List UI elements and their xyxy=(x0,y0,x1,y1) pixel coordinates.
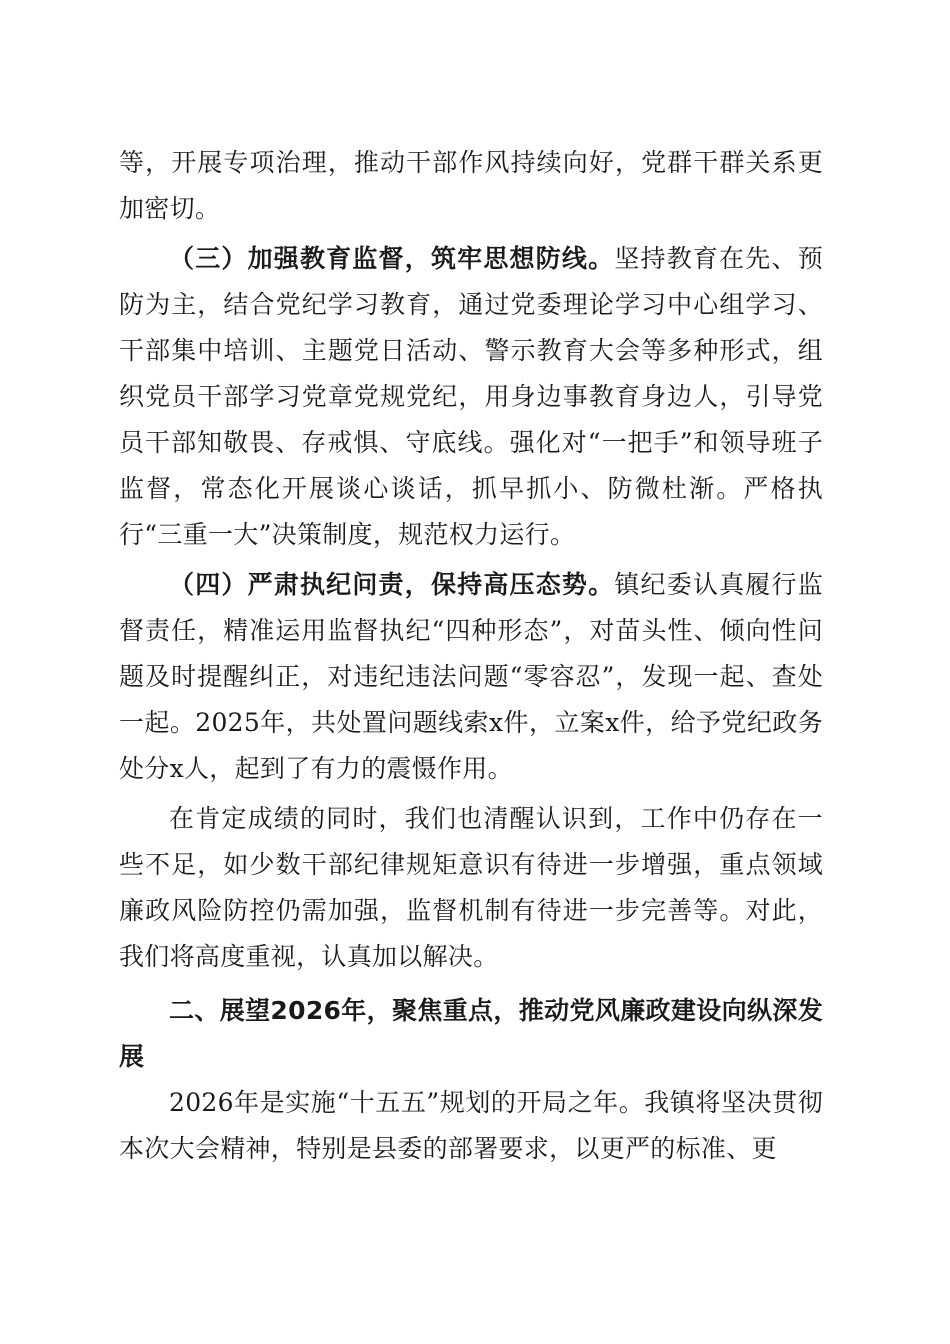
paragraph-lead-heading: （四）严肃执纪问责，保持高压态势。 xyxy=(169,570,615,599)
paragraph-outlook: 2026年是实施“十五五”规划的开局之年。我镇将坚决贯彻本次大会精神，特别是县委的部署要求，以更严的标准、更 xyxy=(119,1088,823,1163)
paragraph-continuation: 等，开展专项治理，推动干部作风持续向好，党群干群关系更加密切。 xyxy=(119,148,823,223)
paragraph-education-supervision xyxy=(119,236,823,558)
document-body xyxy=(119,140,823,1172)
paragraph-body: 坚持教育在先、预防为主，结合党纪学习教育，通过党委理论学习中心组学习、干部集中培训、主题党日活动、警示教育大会等多种形式，组织党员干部学习党章党规党纪，用身边事教育身边人，引导党员干部知敬畏、存戒惧、守底线。强化对“一把手”和领导班子监督，常态化开展谈心谈话，抓早抓小、防微杜渐。严格执行“三重一大”决策制度，规范权力运行。 xyxy=(119,244,823,549)
section-heading: 二、展望2026年，聚焦重点，推动党风廉政建设向纵深发展 xyxy=(119,996,823,1071)
paragraph-body: 镇纪委认真履行监督责任，精准运用监督执纪“四种形态”，对苗头性、倾向性问题及时提醒纠正，对违纪违法问题“零容忍”，发现一起、查处一起。2025年，共处置问题线索x件，立案x件，给予党纪政务处分x人，起到了有力的震慑作用。 xyxy=(119,570,823,783)
paragraph-discipline-accountability xyxy=(119,562,823,792)
paragraph-lead-heading: （三）加强教育监督，筑牢思想防线。 xyxy=(169,244,615,273)
paragraph-shortcomings: 在肯定成绩的同时，我们也清醒认识到，工作中仍存在一些不足，如少数干部纪律规矩意识有待进一步增强，重点领域廉政风险防控仍需加强，监督机制有待进一步完善等。对此，我们将高度重视，认真加以解决。 xyxy=(119,804,823,971)
